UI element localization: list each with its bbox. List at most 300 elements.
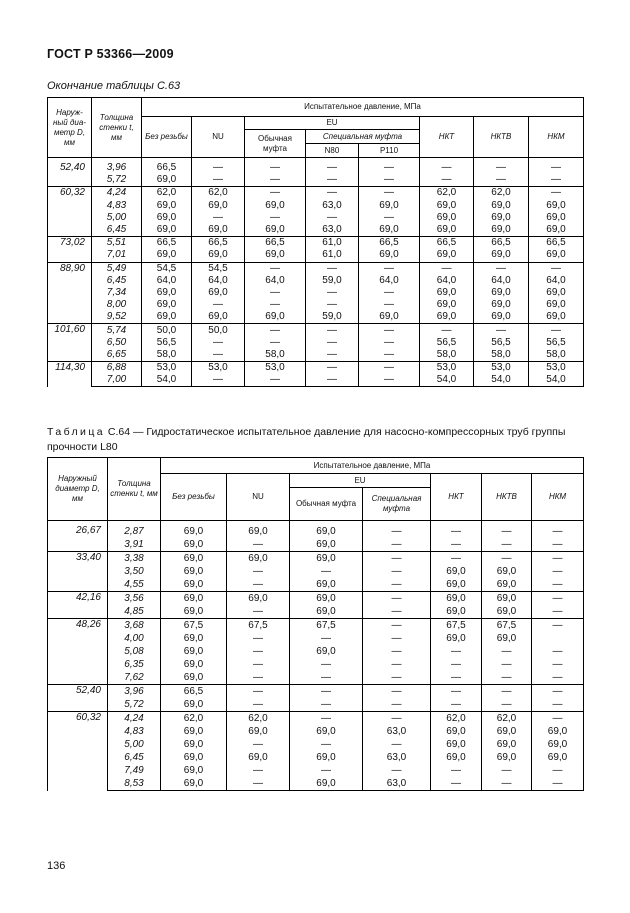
pressure-cell: 69,0: [482, 738, 532, 751]
pressure-cell: 69,0: [474, 299, 529, 311]
pressure-cell: —: [245, 324, 306, 337]
pressure-cell: 69,0: [245, 249, 306, 262]
pressure-cell: 58,0: [474, 349, 529, 362]
pressure-cell: 54,0: [474, 374, 529, 387]
pressure-cell: 53,0: [142, 362, 192, 375]
wall-thickness-cell: 6,50: [92, 337, 142, 349]
wall-thickness-cell: 5,74: [92, 324, 142, 337]
diameter-cell: 33,40: [48, 552, 108, 592]
pressure-cell: —: [532, 552, 584, 566]
pressure-cell: —: [532, 619, 584, 633]
table-row: [48, 578, 584, 592]
pressure-cell: —: [363, 592, 431, 606]
header-pressure: Испытательное давление, МПа: [142, 98, 584, 117]
pressure-cell: 63,0: [363, 725, 431, 738]
pressure-cell: 69,0: [192, 200, 245, 212]
pressure-cell: 69,0: [161, 605, 227, 619]
header-no-thread: Без резьбы: [142, 117, 192, 158]
pressure-cell: —: [532, 525, 584, 538]
pressure-cell: 69,0: [482, 592, 532, 606]
pressure-cell: —: [431, 764, 482, 777]
pressure-cell: —: [363, 698, 431, 712]
wall-thickness-cell: 6,65: [92, 349, 142, 362]
pressure-cell: —: [306, 299, 359, 311]
pressure-cell: 69,0: [431, 751, 482, 764]
pressure-cell: —: [529, 324, 584, 337]
pressure-cell: 67,5: [482, 619, 532, 633]
pressure-cell: —: [245, 174, 306, 187]
pressure-cell: 50,0: [192, 324, 245, 337]
pressure-cell: —: [482, 685, 532, 699]
pressure-cell: 69,0: [142, 224, 192, 237]
table-row: [48, 632, 584, 645]
header-diameter: Наружный диаметр D, мм: [48, 458, 108, 521]
table-row: [48, 262, 584, 275]
pressure-cell: —: [532, 578, 584, 592]
pressure-cell: 69,0: [227, 592, 290, 606]
wall-thickness-cell: 9,52: [92, 311, 142, 324]
pressure-cell: —: [245, 212, 306, 224]
pressure-cell: 69,0: [474, 249, 529, 262]
pressure-cell: —: [227, 685, 290, 699]
pressure-cell: —: [227, 658, 290, 671]
pressure-cell: 69,0: [290, 552, 363, 566]
pressure-cell: —: [306, 187, 359, 200]
pressure-cell: 66,5: [142, 237, 192, 250]
table-row: [48, 249, 584, 262]
pressure-cell: 69,0: [192, 224, 245, 237]
pressure-cell: —: [431, 698, 482, 712]
pressure-cell: 69,0: [142, 212, 192, 224]
table-row: [48, 525, 584, 538]
table-row: [48, 658, 584, 671]
wall-thickness-cell: 7,62: [108, 671, 161, 685]
pressure-cell: 69,0: [431, 738, 482, 751]
pressure-cell: 69,0: [192, 311, 245, 324]
table2-caption-label: Таблица: [47, 426, 105, 438]
table-row: [48, 299, 584, 311]
pressure-cell: 69,0: [431, 632, 482, 645]
wall-thickness-cell: 7,01: [92, 249, 142, 262]
pressure-cell: —: [245, 262, 306, 275]
pressure-cell: 69,0: [482, 725, 532, 738]
pressure-cell: 69,0: [161, 592, 227, 606]
pressure-cell: —: [359, 324, 420, 337]
pressure-cell: —: [532, 698, 584, 712]
pressure-cell: 69,0: [161, 565, 227, 578]
diameter-cell: 42,16: [48, 592, 108, 619]
pressure-cell: —: [227, 632, 290, 645]
diameter-cell: 101,60: [48, 324, 92, 362]
pressure-cell: 69,0: [420, 287, 474, 299]
wall-thickness-cell: 4,83: [108, 725, 161, 738]
pressure-cell: —: [482, 525, 532, 538]
wall-thickness-cell: 4,85: [108, 605, 161, 619]
table-row: [48, 592, 584, 606]
pressure-cell: 69,0: [290, 538, 363, 552]
pressure-cell: 69,0: [161, 538, 227, 552]
wall-thickness-cell: 6,35: [108, 658, 161, 671]
pressure-cell: 69,0: [290, 578, 363, 592]
pressure-cell: 69,0: [474, 287, 529, 299]
pressure-cell: —: [431, 645, 482, 658]
pressure-cell: 62,0: [142, 187, 192, 200]
pressure-cell: —: [290, 764, 363, 777]
pressure-cell: —: [227, 777, 290, 791]
pressure-cell: —: [431, 552, 482, 566]
pressure-cell: 69,0: [161, 725, 227, 738]
pressure-cell: —: [482, 552, 532, 566]
pressure-cell: —: [290, 632, 363, 645]
pressure-cell: 69,0: [290, 725, 363, 738]
pressure-cell: 69,0: [192, 287, 245, 299]
pressure-cell: —: [245, 187, 306, 200]
table-row: [48, 552, 584, 566]
pressure-cell: 69,0: [290, 525, 363, 538]
pressure-cell: —: [192, 162, 245, 174]
pressure-cell: —: [227, 538, 290, 552]
pressure-cell: 67,5: [431, 619, 482, 633]
pressure-cell: 54,0: [529, 374, 584, 387]
pressure-cell: [532, 632, 584, 645]
pressure-cell: 69,0: [529, 287, 584, 299]
pressure-cell: 69,0: [142, 299, 192, 311]
table-row: [48, 237, 584, 250]
header-p110: P110: [359, 144, 420, 158]
pressure-cell: —: [474, 174, 529, 187]
pressure-cell: —: [474, 324, 529, 337]
diameter-cell: 60,32: [48, 712, 108, 791]
wall-thickness-cell: 5,00: [108, 738, 161, 751]
pressure-cell: —: [306, 349, 359, 362]
pressure-cell: —: [227, 578, 290, 592]
header-nkm: НКМ: [529, 117, 584, 158]
diameter-cell: 26,67: [48, 525, 108, 552]
pressure-cell: 69,0: [532, 725, 584, 738]
table-row: [48, 764, 584, 777]
wall-thickness-cell: 8,00: [92, 299, 142, 311]
pressure-cell: —: [363, 645, 431, 658]
document-title: ГОСТ Р 53366—2009: [47, 47, 174, 61]
pressure-cell: 69,0: [532, 751, 584, 764]
pressure-cell: 69,0: [161, 738, 227, 751]
pressure-cell: —: [245, 374, 306, 387]
header-nu: NU: [192, 117, 245, 158]
pressure-cell: 69,0: [227, 725, 290, 738]
pressure-cell: 69,0: [431, 565, 482, 578]
pressure-cell: —: [306, 162, 359, 174]
pressure-cell: 66,5: [529, 237, 584, 250]
pressure-cell: 66,5: [161, 685, 227, 699]
wall-thickness-cell: 7,34: [92, 287, 142, 299]
pressure-cell: —: [482, 671, 532, 685]
pressure-cell: 64,0: [142, 275, 192, 287]
table2-caption: [47, 425, 583, 455]
pressure-cell: —: [227, 698, 290, 712]
table-row: [48, 645, 584, 658]
wall-thickness-cell: 4,55: [108, 578, 161, 592]
pressure-cell: —: [306, 287, 359, 299]
pressure-cell: —: [359, 287, 420, 299]
header-no-thread: Без резьбы: [161, 474, 227, 521]
table-row: [48, 712, 584, 726]
pressure-cell: —: [363, 632, 431, 645]
pressure-cell: —: [363, 619, 431, 633]
pressure-cell: 69,0: [532, 738, 584, 751]
pressure-cell: 54,0: [420, 374, 474, 387]
pressure-cell: 69,0: [161, 525, 227, 538]
pressure-cell: 69,0: [529, 311, 584, 324]
pressure-cell: —: [420, 162, 474, 174]
pressure-cell: 69,0: [420, 249, 474, 262]
pressure-cell: 56,5: [474, 337, 529, 349]
pressure-cell: 58,0: [529, 349, 584, 362]
pressure-cell: 63,0: [363, 777, 431, 791]
pressure-cell: 69,0: [529, 249, 584, 262]
pressure-cell: —: [359, 299, 420, 311]
wall-thickness-cell: 6,45: [108, 751, 161, 764]
wall-thickness-cell: 7,00: [92, 374, 142, 387]
diameter-cell: 114,30: [48, 362, 92, 387]
pressure-cell: 69,0: [290, 592, 363, 606]
diameter-cell: 73,02: [48, 237, 92, 262]
pressure-cell: —: [363, 525, 431, 538]
pressure-cell: 62,0: [482, 712, 532, 726]
pressure-cell: 54,0: [142, 374, 192, 387]
pressure-cell: 69,0: [529, 224, 584, 237]
header-nkt: НКТ: [431, 474, 482, 521]
pressure-cell: —: [420, 174, 474, 187]
pressure-cell: 66,5: [474, 237, 529, 250]
table-row: [48, 337, 584, 349]
wall-thickness-cell: 3,68: [108, 619, 161, 633]
pressure-cell: 69,0: [142, 200, 192, 212]
header-regular-coupling: Обычная муфта: [245, 130, 306, 158]
pressure-cell: —: [431, 777, 482, 791]
table-row: [48, 538, 584, 552]
pressure-cell: 69,0: [161, 552, 227, 566]
pressure-cell: 69,0: [161, 578, 227, 592]
pressure-cell: —: [420, 262, 474, 275]
pressure-cell: 69,0: [161, 777, 227, 791]
pressure-cell: 64,0: [474, 275, 529, 287]
table-row: [48, 362, 584, 375]
pressure-cell: —: [192, 337, 245, 349]
pressure-cell: —: [431, 525, 482, 538]
pressure-cell: —: [532, 592, 584, 606]
table-c64: [47, 457, 584, 791]
pressure-cell: —: [359, 187, 420, 200]
pressure-cell: 69,0: [290, 605, 363, 619]
pressure-cell: —: [363, 658, 431, 671]
pressure-cell: 67,5: [161, 619, 227, 633]
header-nkt: НКТ: [420, 117, 474, 158]
pressure-cell: —: [363, 685, 431, 699]
pressure-cell: —: [192, 299, 245, 311]
pressure-cell: 66,5: [142, 162, 192, 174]
pressure-cell: 61,0: [306, 237, 359, 250]
pressure-cell: —: [529, 162, 584, 174]
pressure-cell: 64,0: [359, 275, 420, 287]
pressure-cell: 69,0: [359, 249, 420, 262]
header-wall: Толщина стенки t, мм: [92, 98, 142, 158]
pressure-cell: 64,0: [420, 275, 474, 287]
wall-thickness-cell: 5,49: [92, 262, 142, 275]
wall-thickness-cell: 4,24: [108, 712, 161, 726]
pressure-cell: —: [482, 698, 532, 712]
pressure-cell: 69,0: [431, 592, 482, 606]
pressure-cell: 69,0: [161, 671, 227, 685]
diameter-cell: 88,90: [48, 262, 92, 324]
pressure-cell: 63,0: [306, 224, 359, 237]
pressure-cell: 69,0: [420, 299, 474, 311]
wall-thickness-cell: 5,00: [92, 212, 142, 224]
pressure-cell: 53,0: [474, 362, 529, 375]
pressure-cell: —: [532, 685, 584, 699]
pressure-cell: —: [245, 162, 306, 174]
pressure-cell: 69,0: [529, 212, 584, 224]
table-row: [48, 212, 584, 224]
pressure-cell: —: [245, 299, 306, 311]
pressure-cell: —: [363, 565, 431, 578]
pressure-cell: —: [192, 212, 245, 224]
pressure-cell: 69,0: [245, 224, 306, 237]
pressure-cell: —: [290, 712, 363, 726]
pressure-cell: —: [306, 324, 359, 337]
pressure-cell: —: [306, 374, 359, 387]
pressure-cell: 62,0: [161, 712, 227, 726]
pressure-cell: —: [474, 262, 529, 275]
diameter-cell: 48,26: [48, 619, 108, 685]
pressure-cell: 62,0: [227, 712, 290, 726]
pressure-cell: —: [359, 262, 420, 275]
table-row: [48, 565, 584, 578]
pressure-cell: 62,0: [431, 712, 482, 726]
pressure-cell: —: [532, 645, 584, 658]
pressure-cell: 66,5: [192, 237, 245, 250]
pressure-cell: 69,0: [161, 632, 227, 645]
pressure-cell: 69,0: [529, 200, 584, 212]
pressure-cell: —: [532, 538, 584, 552]
pressure-cell: —: [482, 777, 532, 791]
pressure-cell: 67,5: [227, 619, 290, 633]
pressure-cell: —: [529, 174, 584, 187]
header-special-coupling: Специальная муфта: [363, 488, 431, 521]
pressure-cell: 69,0: [142, 174, 192, 187]
pressure-cell: 64,0: [529, 275, 584, 287]
pressure-cell: 62,0: [474, 187, 529, 200]
table-row: [48, 275, 584, 287]
pressure-cell: —: [306, 174, 359, 187]
pressure-cell: 59,0: [306, 275, 359, 287]
pressure-cell: 69,0: [161, 751, 227, 764]
pressure-cell: —: [363, 738, 431, 751]
table2-caption-text: С.64 — Гидростатическое испытательное давление для насосно-компрессорных труб группы прочности L80: [47, 426, 566, 453]
pressure-cell: —: [431, 658, 482, 671]
pressure-cell: —: [482, 764, 532, 777]
table-row: [48, 224, 584, 237]
pressure-cell: 56,5: [420, 337, 474, 349]
pressure-cell: 69,0: [245, 311, 306, 324]
pressure-cell: 69,0: [474, 224, 529, 237]
table-row: [48, 374, 584, 387]
pressure-cell: —: [420, 324, 474, 337]
pressure-cell: —: [227, 764, 290, 777]
pressure-cell: —: [363, 605, 431, 619]
pressure-cell: —: [532, 712, 584, 726]
header-wall: Толщина стенки t, мм: [108, 458, 161, 521]
wall-thickness-cell: 6,45: [92, 275, 142, 287]
table-row: [48, 324, 584, 337]
pressure-cell: —: [474, 162, 529, 174]
wall-thickness-cell: 3,50: [108, 565, 161, 578]
pressure-cell: 62,0: [420, 187, 474, 200]
pressure-cell: 66,5: [359, 237, 420, 250]
pressure-cell: 69,0: [420, 212, 474, 224]
header-eu: EU: [290, 474, 431, 488]
table-row: [48, 349, 584, 362]
pressure-cell: 69,0: [161, 764, 227, 777]
table-row: [48, 685, 584, 699]
header-regular-coupling: Обычная муфта: [290, 488, 363, 521]
pressure-cell: —: [359, 174, 420, 187]
wall-thickness-cell: 5,72: [108, 698, 161, 712]
pressure-cell: 69,0: [142, 287, 192, 299]
pressure-cell: —: [431, 685, 482, 699]
pressure-cell: —: [290, 671, 363, 685]
pressure-cell: 53,0: [529, 362, 584, 375]
table-row: [48, 187, 584, 200]
wall-thickness-cell: 4,00: [108, 632, 161, 645]
wall-thickness-cell: 2,87: [108, 525, 161, 538]
pressure-cell: —: [359, 362, 420, 375]
pressure-cell: 64,0: [245, 275, 306, 287]
table-row: [48, 751, 584, 764]
table-row: [48, 200, 584, 212]
wall-thickness-cell: 7,49: [108, 764, 161, 777]
pressure-cell: 69,0: [474, 200, 529, 212]
pressure-cell: —: [532, 565, 584, 578]
pressure-cell: 64,0: [192, 275, 245, 287]
header-pressure: Испытательное давление, МПа: [161, 458, 584, 474]
pressure-cell: 56,5: [529, 337, 584, 349]
pressure-cell: —: [482, 658, 532, 671]
pressure-cell: 54,5: [192, 262, 245, 275]
wall-thickness-cell: 6,88: [92, 362, 142, 375]
header-eu: EU: [245, 117, 420, 130]
pressure-cell: 69,0: [482, 632, 532, 645]
pressure-cell: 59,0: [306, 311, 359, 324]
pressure-cell: 63,0: [306, 200, 359, 212]
pressure-cell: 69,0: [529, 299, 584, 311]
pressure-cell: 69,0: [420, 200, 474, 212]
pressure-cell: —: [306, 362, 359, 375]
pressure-cell: —: [192, 374, 245, 387]
table-row: [48, 311, 584, 324]
pressure-cell: 50,0: [142, 324, 192, 337]
pressure-cell: —: [363, 552, 431, 566]
pressure-cell: 53,0: [245, 362, 306, 375]
pressure-cell: 69,0: [290, 645, 363, 658]
pressure-cell: —: [363, 671, 431, 685]
pressure-cell: —: [290, 738, 363, 751]
pressure-cell: 69,0: [192, 249, 245, 262]
header-nu: NU: [227, 474, 290, 521]
pressure-cell: —: [290, 565, 363, 578]
table2-body: [48, 521, 584, 791]
table-row: [48, 777, 584, 791]
table-row: [48, 287, 584, 299]
